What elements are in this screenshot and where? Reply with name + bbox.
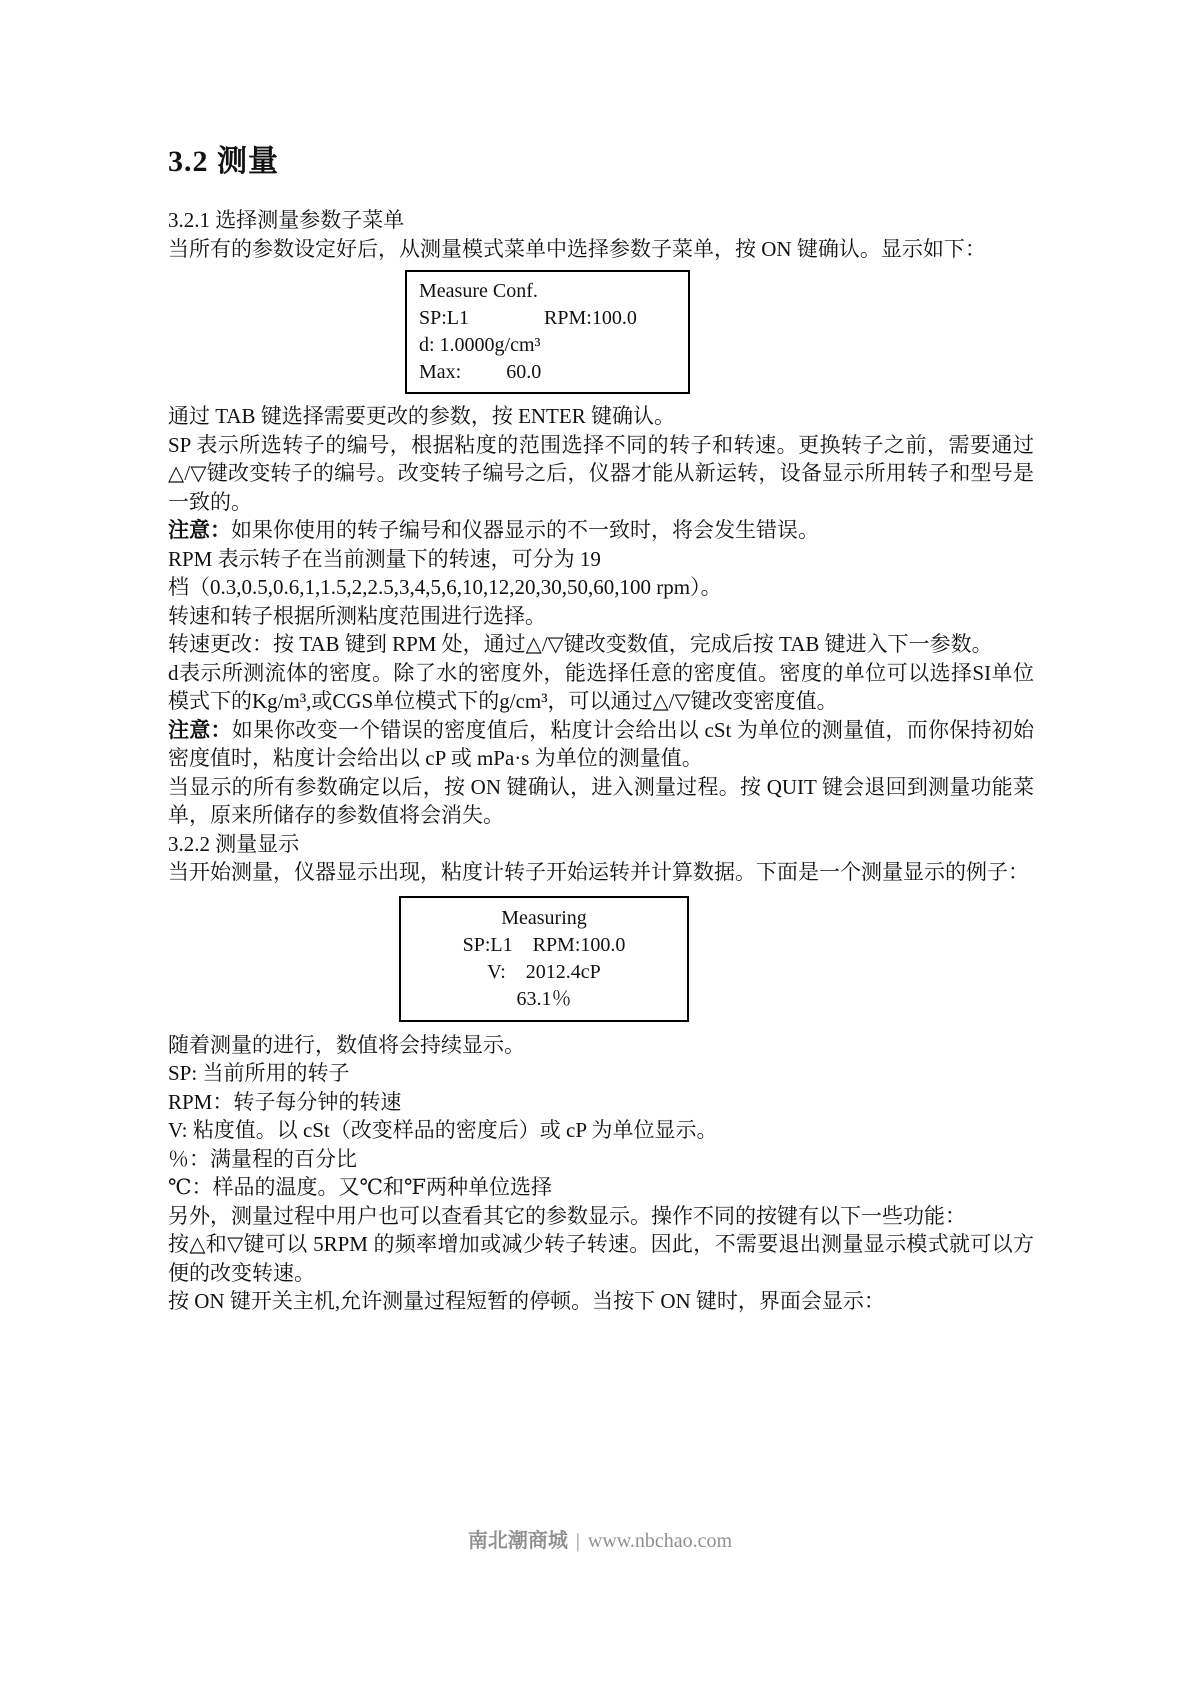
paragraph-other-keys: 另外，测量过程中用户也可以查看其它的参数显示。操作不同的按键有以下一些功能：	[168, 1203, 966, 1228]
subsection-heading-3-2-1: 3.2.1 选择测量参数子菜单	[168, 208, 405, 232]
paragraph-density-desc: d表示所测流体的密度。除了水的密度外，能选择任意的密度值。密度的单位可以选择SI单位模式下的Kg/m³,或CGS单位模式下的g/cm³，可以通过△/▽键改变密度值。	[168, 660, 1034, 713]
paragraph-intro: 当所有的参数设定好后，从测量模式菜单中选择参数子菜单，按 ON 键确认。显示如下：	[168, 236, 986, 261]
subsection-heading-3-2-2: 3.2.2 测量显示	[168, 831, 300, 856]
display-line-title: Measure Conf.	[419, 280, 538, 302]
paragraph-tab-key: 通过 TAB 键选择需要更改的参数，按 ENTER 键确认。	[168, 404, 675, 428]
display-line-title: Measuring	[501, 906, 587, 929]
paragraph-rpm-steps: 档（0.3,0.5,0.6,1,1.5,2,2.5,3,4,5,6,10,12,20,30,50,60,100 rpm）。	[168, 575, 722, 599]
note-text: 如果你使用的转子编号和仪器显示的不一致时，将会发生错误。	[231, 518, 819, 542]
section-title: 3.2 测量	[168, 145, 279, 178]
paragraph-confirm: 当显示的所有参数确定以后，按 ON 键确认，进入测量过程。按 QUIT 键会退回到测量功能菜单，原来所储存的参数值将会消失。	[168, 774, 1034, 827]
display-line-sp-rpm: SP:L1 RPM:100.0	[419, 307, 637, 329]
paragraph-speed-select: 转速和转子根据所测粘度范围进行选择。	[168, 603, 546, 628]
footer	[0, 1524, 1200, 1553]
paragraph-speed-change: 转速更改：按 TAB 键到 RPM 处，通过△/▽键改变数值，完成后按 TAB 键进入下一参数。	[168, 632, 993, 656]
paragraph-sp-legend: SP: 当前所用的转子	[168, 1061, 350, 1085]
display-line-density: d: 1.0000g/cm³	[419, 334, 541, 356]
footer-url: www.nbchao.com	[587, 1530, 733, 1552]
display-line-percent: 63.1％	[516, 987, 572, 1010]
paragraph-rpm-legend: RPM：转子每分钟的转速	[168, 1089, 402, 1114]
paragraph-rpm-desc: RPM 表示转子在当前测量下的转速，可分为 19	[168, 546, 601, 571]
page-content	[168, 136, 1034, 1316]
note-label: 注意：	[168, 518, 231, 542]
paragraph-arrow-keys: 按△和▽键可以 5RPM 的频率增加或减少转子转速。因此，不需要退出测量显示模式就可以方便的改变转速。	[168, 1232, 1034, 1285]
display-line-sp-rpm: SP:L1 RPM:100.0	[462, 933, 626, 956]
footer-separator: |	[575, 1530, 580, 1552]
paragraph-continuous: 随着测量的进行，数值将会持续显示。	[168, 1032, 525, 1057]
paragraph-sp-desc: SP 表示所选转子的编号，根据粘度的范围选择不同的转子和转速。更换转子之前，需要通过△/▽键改变转子的编号。改变转子编号之后，仪器才能从新运转，设备显示所用转子和型号是一致的。	[168, 432, 1034, 514]
paragraph-note-2	[168, 716, 1034, 773]
measure-conf-display	[405, 270, 690, 394]
note-label: 注意：	[168, 717, 232, 742]
footer-site-name: 南北潮商城	[467, 1530, 568, 1552]
paragraph-measuring-intro: 当开始测量，仪器显示出现，粘度计转子开始运转并计算数据。下面是一个测量显示的例子：	[168, 860, 1029, 884]
note-text: 如果你改变一个错误的密度值后，粘度计会给出以 cSt 为单位的测量值，而你保持初始密度值时，粘度计会给出以 cP 或 mPa·s 为单位的测量值。	[168, 717, 1034, 770]
display-line-max: Max: 60.0	[419, 361, 542, 383]
paragraph-temp-legend: ℃：样品的温度。又℃和℉两种单位选择	[168, 1175, 552, 1199]
paragraph-note-1	[168, 516, 1034, 545]
display-line-viscosity: V: 2012.4cP	[487, 960, 601, 983]
paragraph-on-key: 按 ON 键开关主机,允许测量过程短暂的停顿。当按下 ON 键时，界面会显示：	[168, 1289, 885, 1313]
measuring-display	[399, 896, 689, 1022]
paragraph-v-legend: V: 粘度值。以 cSt（改变样品的密度后）或 cP 为单位显示。	[168, 1118, 718, 1142]
paragraph-percent-legend: ％：满量程的百分比	[168, 1146, 357, 1171]
